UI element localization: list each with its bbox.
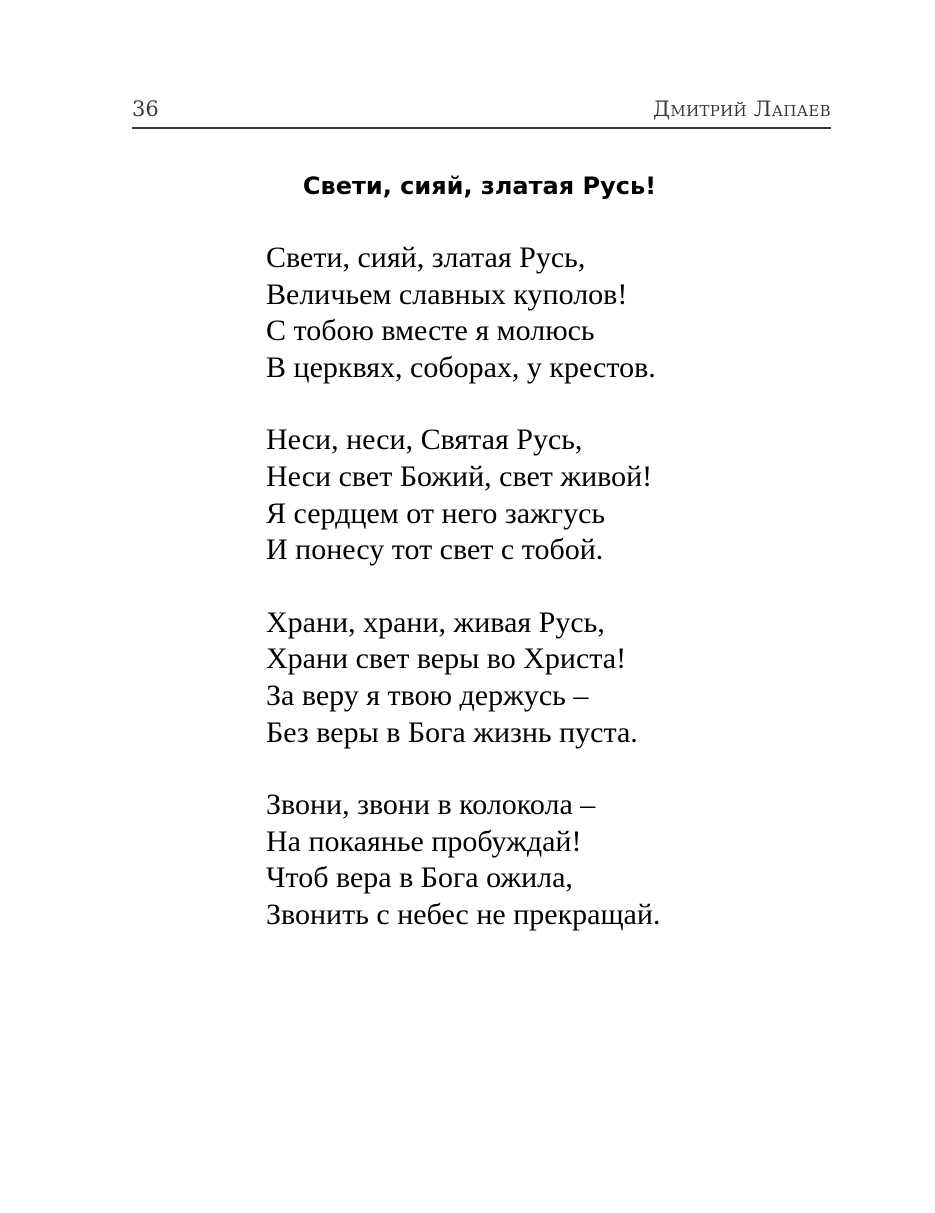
stanza-4	[266, 787, 660, 933]
running-head-author: Дмитрий Лапаев	[653, 97, 831, 121]
poem-line: Звони, звони в колокола –	[266, 788, 596, 822]
poem-line: Храни свет веры во Христа!	[266, 642, 627, 676]
poem-line: Величьем славных куполов!	[266, 277, 628, 311]
poem-line: Я сердцем от него зажгусь	[266, 496, 606, 530]
poem-line: Чтоб вера в Бога ожила,	[266, 861, 573, 895]
poem-line: За веру я твою держусь –	[266, 678, 589, 712]
poem-line: В церквях, соборах, у крестов.	[266, 350, 656, 384]
poem-body	[266, 240, 660, 970]
poem-line: Без веры в Бога жизнь пуста.	[266, 715, 638, 749]
poem-title	[0, 168, 935, 204]
poem-line: Неси свет Божий, свет живой!	[266, 459, 653, 493]
page-number: 36	[132, 97, 159, 121]
poem-line: Звонить с небес не прекращай.	[266, 897, 661, 931]
page-header	[132, 94, 831, 124]
poem-line: И понесу тот свет с тобой.	[266, 533, 604, 567]
poem-title-text: Свети, сияй, златая Русь!	[302, 172, 657, 200]
poem-line: Свети, сияй, златая Русь,	[266, 241, 586, 274]
stanza-3	[266, 605, 660, 751]
stanza-2	[266, 422, 660, 568]
poem-line: На покаянье пробуждай!	[266, 824, 582, 858]
header-divider	[132, 127, 831, 129]
poem-line: Неси, неси, Святая Русь,	[266, 423, 583, 457]
poem-line: С тобою вместе я молюсь	[266, 314, 595, 348]
poem-line: Храни, храни, живая Русь,	[266, 605, 605, 639]
stanza-1	[266, 240, 660, 386]
